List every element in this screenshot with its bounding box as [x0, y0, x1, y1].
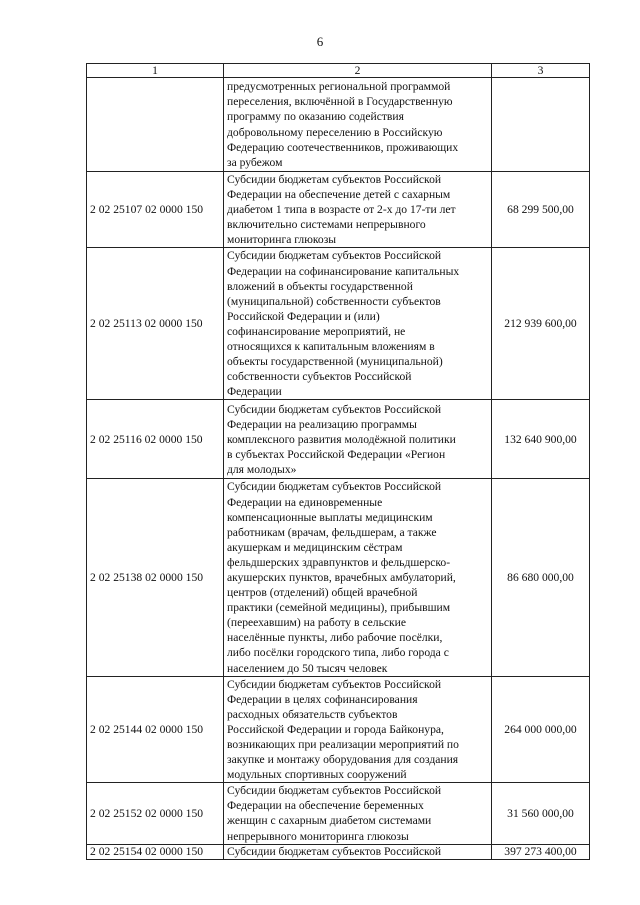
column-header-3: 3 [492, 64, 590, 78]
subsidy-amount: 132 640 900,00 [492, 400, 590, 479]
table-row [87, 78, 590, 172]
subsidy-amount: 264 000 000,00 [492, 676, 590, 783]
table-row [87, 783, 590, 844]
budget-code: 2 02 25138 02 0000 150 [87, 479, 224, 676]
table-row [87, 400, 590, 479]
subsidy-amount [492, 78, 590, 172]
budget-table [86, 63, 590, 860]
table-header-row [87, 64, 590, 78]
subsidy-description: Субсидии бюджетам субъектов Российской Федерации на единовременные компенсационные выплаты медицинским работникам (врачам, фельдшерам, а также акушеркам и медицинским сёстрам фельдшерских здравпунктов и фельдшерско- акушерских пунктов, врачебных амбулаторий, центров (отделений) общей врачебной практики (семейной медицины), прибывшим (переехавшим) на работу в сельские населённые пункты, либо рабочие посёлки, либо посёлки городского типа, либо города с населением до 50 тысяч человек [224, 479, 492, 676]
subsidy-amount: 397 273 400,00 [492, 844, 590, 859]
column-header-1: 1 [87, 64, 224, 78]
subsidy-description: предусмотренных региональной программой переселения, включённой в Государственную программу по оказанию содействия добровольному переселению в Российскую Федерацию соотечественников, проживающих за рубежом [224, 78, 492, 172]
subsidy-amount: 68 299 500,00 [492, 172, 590, 248]
budget-code: 2 02 25113 02 0000 150 [87, 248, 224, 400]
subsidy-description: Субсидии бюджетам субъектов Российской Федерации на обеспечение детей с сахарным диабетом 1 типа в возрасте от 2-х до 17-ти лет включительно системами непрерывного мониторинга глюкозы [224, 172, 492, 248]
subsidy-amount: 86 680 000,00 [492, 479, 590, 676]
table-row [87, 248, 590, 400]
column-header-2: 2 [224, 64, 492, 78]
budget-code: 2 02 25154 02 0000 150 [87, 844, 224, 859]
table-row [87, 172, 590, 248]
budget-code: 2 02 25144 02 0000 150 [87, 676, 224, 783]
subsidy-amount: 31 560 000,00 [492, 783, 590, 844]
table-row [87, 844, 590, 859]
page-number: 6 [316, 34, 324, 49]
table-row [87, 676, 590, 783]
subsidy-description: Субсидии бюджетам субъектов Российской Федерации на реализацию программы комплексного развития молодёжной политики в субъектах Российской Федерации «Регион для молодых» [224, 400, 492, 479]
subsidy-description: Субсидии бюджетам субъектов Российской Федерации в целях софинансирования расходных обязательств субъектов Российской Федерации и города Байконура, возникающих при реализации мероприятий по закупке и монтажу оборудования для создания модульных спортивных сооружений [224, 676, 492, 783]
subsidy-description: Субсидии бюджетам субъектов Российской [224, 844, 492, 859]
budget-code: 2 02 25116 02 0000 150 [87, 400, 224, 479]
budget-code: 2 02 25152 02 0000 150 [87, 783, 224, 844]
table-row [87, 479, 590, 676]
budget-code [87, 78, 224, 172]
subsidy-amount: 212 939 600,00 [492, 248, 590, 400]
subsidy-description: Субсидии бюджетам субъектов Российской Федерации на обеспечение беременных женщин с сахарным диабетом системами непрерывного мониторинга глюкозы [224, 783, 492, 844]
subsidy-description: Субсидии бюджетам субъектов Российской Федерации на софинансирование капитальных вложений в объекты государственной (муниципальной) собственности субъектов Российской Федерации и (или) софинансирование мероприятий, не относящихся к капитальным вложениям в объекты государственной (муниципальной) собственности субъектов Российской Федерации [224, 248, 492, 400]
budget-code: 2 02 25107 02 0000 150 [87, 172, 224, 248]
